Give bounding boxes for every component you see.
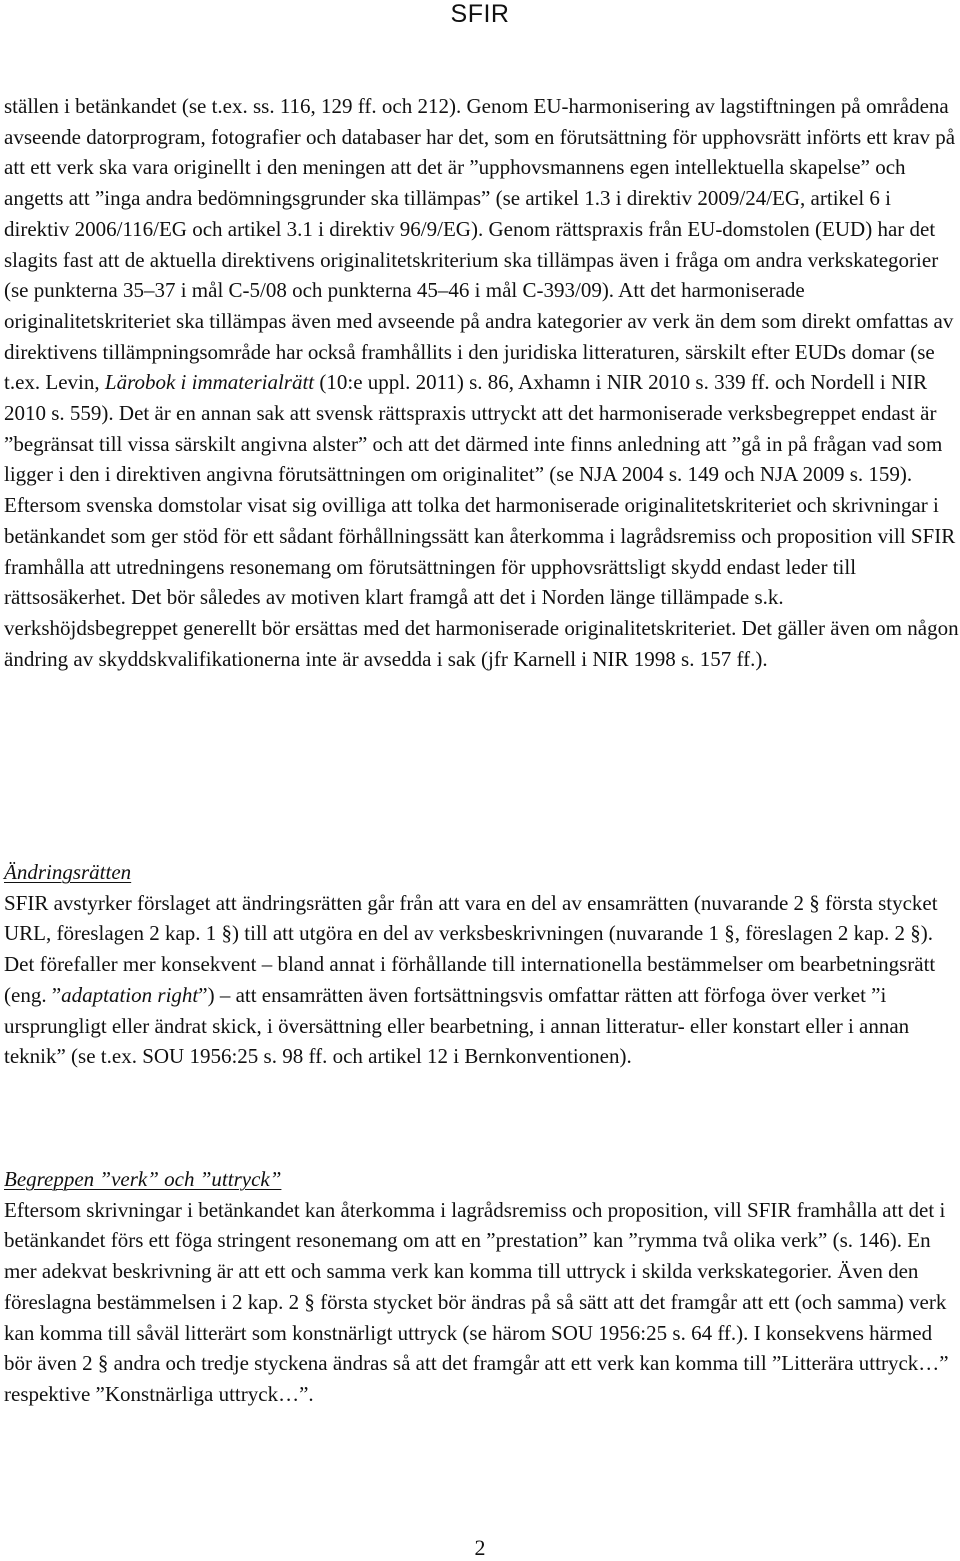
page-number: 2 — [474, 1535, 486, 1560]
paragraph-text-part2: (10:e uppl. 2011) s. 86, Axhamn i NIR 2010 s. 339 ff. och Nordell i NIR 2010 s. 559). Det är en annan sak att svensk rättspraxis uttryckt att det harmoniserade verksbegreppet endast är ”begränsat till vissa särskilt angivna alster” och att det därmed inte finns anledning att ”gå in på frågan vad som ligger i den i direktiven angivna förutsättningen om originalitet” (se NJA 2004 s. 149 och NJA 2009 s. 159). Eftersom svenska domstolar visat sig ovilliga att tolka det harmoniserade originalitetskriteriet och skrivningar i betänkandet som ger stöd för ett sådant förhållningssätt kan återkomma i lagrådsremiss och proposition vill SFIR framhålla att utredningens resonemang om förutsättningen för upphovsrättsligt skydd endast leder till rättsosäkerhet. Det bör således av motiven klart framgå att det i Norden länge tillämpade s.k. verkshöjdsbegreppet generellt bör ersättas med det harmoniserade originalitetskriteriet. Det gäller även om någon ändring av skyddskvalifikationerna inte är avsedda i sak (jfr Karnell i NIR 1998 s. 157 ff.). — [4, 370, 959, 671]
paragraph-text — [4, 91, 959, 674]
andringsratten-text-part1: SFIR avstyrker förslaget att ändringsrätten går från att vara en del av ensamrätten (nuvarande 2 § första stycket URL, föreslagen 2 kap. 1 §) till att utgöra en del av verksbeskrivningen (nuvarande 1 §, föreslagen 2 kap. 2 §). Det förefaller mer konsekvent – bland annat i förhållande till internationella bestämmelser om bearbetningsrätt (eng. ” — [4, 890, 938, 1007]
section-begreppen — [4, 1164, 959, 1410]
section-heading-andringsratten: Ändringsrätten — [4, 860, 132, 884]
header-title: SFIR — [450, 0, 510, 28]
page-header — [0, 0, 960, 28]
book-title-italic: Lärobok i immaterialrätt — [104, 370, 315, 395]
section-heading-begreppen: Begreppen ”verk” och ”uttryck” — [4, 1167, 282, 1191]
andringsratten-text-part2: ”) – att ensamrätten även fortsättningsvis omfattar rätten att förfoga över verket ”i ursprungligt eller ändrat skick, i översättning eller bearbetning, i annan litteratur- eller konstart eller i annan teknik” (se t.ex. SOU 1956:25 s. 98 ff. och artikel 12 i Bernkonventionen). — [4, 982, 910, 1069]
section-text-begreppen: Eftersom skrivningar i betänkandet kan återkomma i lagrådsremiss och proposition, vill SFIR framhålla att det i betänkandet förs ett föga stringent resonemang om att en ”prestation” kan ”rymma två olika verk” (s. 146). En mer adekvat beskrivning är att ett och samma verk kan komma till uttryck i skilda verkskategorier. Även den föreslagna bestämmelsen i 2 kap. 2 § första stycket bör ändras på så sätt att det framgår att ett (och samma) verk kan komma till såväl litterärt som konstnärligt uttryck (se härom SOU 1956:25 s. 64 ff.). I konsekvens härmed bör även 2 § andra och tredje styckena ändras så att det framgår att ett verk kan komma till ”Litterära uttryck…” respektive ”Konstnärliga uttryck…”. — [4, 1197, 949, 1406]
section-text-andringsratten — [4, 888, 959, 1072]
section-andringsratten — [4, 857, 959, 1072]
body-paragraph-originalitet — [4, 91, 959, 674]
english-term-italic: adaptation right — [61, 982, 199, 1007]
paragraph-text-part1: ställen i betänkandet (se t.ex. ss. 116, 129 ff. och 212). Genom EU-harmonisering av lagstiftningen på områdena avseende datorprogram, fotografier och databaser har det, som en förutsättning för upphovsrätt införts ett krav på att ett verk ska vara originellt i den meningen att det är ”upphovsmannens egen intellektuella skapelse” och angetts att ”inga andra bedömningsgrunder ska tillämpas” (se artikel 1.3 i direktiv 2009/24/EG, artikel 6 i direktiv 2006/116/EG och artikel 3.1 i direktiv 96/9/EG). Genom rättspraxis från EU-domstolen (EUD) har det slagits fast att de aktuella direktivens originalitetskriterium ska tillämpas även i fråga om andra verkskategorier (se punkterna 35–37 i mål C-5/08 och punkterna 45–46 i mål C-393/09). Att det harmoniserade originalitetskriteriet ska tillämpas även med avseende på andra kategorier av verk än dem som direkt omfattas av direktivens tillämpningsområde har också framhållits i den juridiska litteraturen, särskilt efter EUDs domar (se t.ex. Levin, — [4, 94, 956, 395]
